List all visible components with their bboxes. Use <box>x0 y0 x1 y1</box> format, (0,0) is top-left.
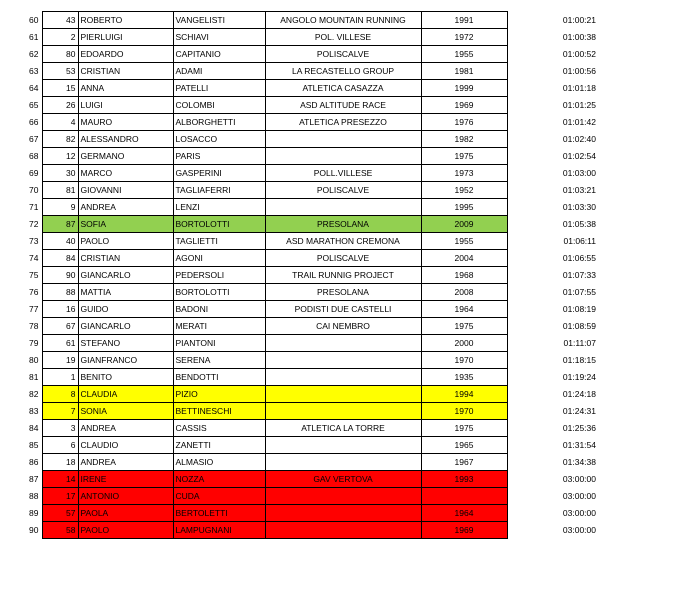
finish-time-cell: 01:07:33 <box>562 270 596 280</box>
bib-number-cell: 90 <box>42 267 78 284</box>
team-cell: PRESOLANA <box>265 216 421 233</box>
bib-number-cell: 19 <box>42 352 78 369</box>
rank-cell: 64 <box>18 80 42 97</box>
bib-number-cell: 9 <box>42 199 78 216</box>
finish-time-cell: 01:18:15 <box>562 355 596 365</box>
rank-cell: 85 <box>18 437 42 454</box>
birth-year-cell: 1970 <box>421 352 507 369</box>
team-cell: POLL.VILLESE <box>265 165 421 182</box>
table-row <box>18 284 642 301</box>
last-name-cell: GASPERINI <box>173 165 265 182</box>
rank-cell: 87 <box>18 471 42 488</box>
rank-cell: 77 <box>18 301 42 318</box>
last-name-cell: PIANTONI <box>173 335 265 352</box>
bib-number-cell: 26 <box>42 97 78 114</box>
first-name-cell: MATTIA <box>78 284 173 301</box>
bib-number-cell: 2 <box>42 29 78 46</box>
bib-number-cell: 87 <box>42 216 78 233</box>
birth-year-cell: 1967 <box>421 454 507 471</box>
team-cell: CAI NEMBRO <box>265 318 421 335</box>
team-cell: POLISCALVE <box>265 250 421 267</box>
team-cell: LA RECASTELLO GROUP <box>265 63 421 80</box>
table-row <box>18 199 642 216</box>
last-name-cell: CASSIS <box>173 420 265 437</box>
team-cell <box>265 403 421 420</box>
finish-time-cell: 01:02:54 <box>562 151 596 161</box>
birth-year-cell: 1969 <box>421 97 507 114</box>
first-name-cell: LUIGI <box>78 97 173 114</box>
bib-number-cell: 8 <box>42 386 78 403</box>
last-name-cell: BENDOTTI <box>173 369 265 386</box>
first-name-cell: GIOVANNI <box>78 182 173 199</box>
table-row <box>18 437 642 454</box>
birth-year-cell: 1981 <box>421 63 507 80</box>
finish-time-cell: 01:01:42 <box>562 117 596 127</box>
first-name-cell: CLAUDIA <box>78 386 173 403</box>
rank-cell: 80 <box>18 352 42 369</box>
bib-number-cell: 43 <box>42 12 78 29</box>
birth-year-cell: 2008 <box>421 284 507 301</box>
table-row <box>18 386 642 403</box>
first-name-cell: SONIA <box>78 403 173 420</box>
finish-time-cell: 01:24:31 <box>562 406 596 416</box>
first-name-cell: ROBERTO <box>78 12 173 29</box>
birth-year-cell: 1972 <box>421 29 507 46</box>
bib-number-cell: 30 <box>42 165 78 182</box>
rank-cell: 74 <box>18 250 42 267</box>
team-cell <box>265 199 421 216</box>
first-name-cell: CRISTIAN <box>78 250 173 267</box>
birth-year-cell: 1973 <box>421 165 507 182</box>
last-name-cell: BORTOLOTTI <box>173 216 265 233</box>
finish-time-cell: 01:03:30 <box>562 202 596 212</box>
last-name-cell: ZANETTI <box>173 437 265 454</box>
team-cell: POLISCALVE <box>265 182 421 199</box>
bib-number-cell: 3 <box>42 420 78 437</box>
rank-cell: 60 <box>18 12 42 29</box>
last-name-cell: BERTOLETTI <box>173 505 265 522</box>
bib-number-cell: 7 <box>42 403 78 420</box>
table-row <box>18 97 642 114</box>
table-row <box>18 63 642 80</box>
rank-cell: 86 <box>18 454 42 471</box>
table-row <box>18 301 642 318</box>
rank-cell: 73 <box>18 233 42 250</box>
bib-number-cell: 18 <box>42 454 78 471</box>
birth-year-cell: 1970 <box>421 403 507 420</box>
last-name-cell: LAMPUGNANI <box>173 522 265 539</box>
rank-cell: 90 <box>18 522 42 539</box>
last-name-cell: BORTOLOTTI <box>173 284 265 301</box>
last-name-cell: PARIS <box>173 148 265 165</box>
finish-time-cell: 01:00:38 <box>562 32 596 42</box>
table-row <box>18 46 642 63</box>
first-name-cell: ANDREA <box>78 199 173 216</box>
birth-year-cell: 1999 <box>421 80 507 97</box>
birth-year-cell: 1975 <box>421 148 507 165</box>
birth-year-cell: 1964 <box>421 505 507 522</box>
team-cell: ANGOLO MOUNTAIN RUNNING <box>265 12 421 29</box>
rank-cell: 79 <box>18 335 42 352</box>
table-row <box>18 352 642 369</box>
bib-number-cell: 81 <box>42 182 78 199</box>
finish-time-cell: 01:03:21 <box>562 185 596 195</box>
finish-time-cell: 01:11:07 <box>563 338 596 348</box>
last-name-cell: CAPITANIO <box>173 46 265 63</box>
rank-cell: 72 <box>18 216 42 233</box>
finish-time-cell: 01:19:24 <box>562 372 596 382</box>
bib-number-cell: 6 <box>42 437 78 454</box>
first-name-cell: STEFANO <box>78 335 173 352</box>
rank-cell: 62 <box>18 46 42 63</box>
table-row <box>18 131 642 148</box>
first-name-cell: SOFIA <box>78 216 173 233</box>
finish-time-cell: 03:00:00 <box>562 525 596 535</box>
team-cell: TRAIL RUNNIG PROJECT <box>265 267 421 284</box>
table-row <box>18 267 642 284</box>
team-cell: POL. VILLESE <box>265 29 421 46</box>
team-cell <box>265 437 421 454</box>
table-row <box>18 12 642 29</box>
first-name-cell: ANTONIO <box>78 488 173 505</box>
rank-cell: 68 <box>18 148 42 165</box>
last-name-cell: NOZZA <box>173 471 265 488</box>
finish-time-cell: 03:00:00 <box>562 508 596 518</box>
rank-cell: 89 <box>18 505 42 522</box>
team-cell <box>265 386 421 403</box>
team-cell <box>265 352 421 369</box>
last-name-cell: BADONI <box>173 301 265 318</box>
table-row <box>18 505 642 522</box>
first-name-cell: PIERLUIGI <box>78 29 173 46</box>
birth-year-cell: 1955 <box>421 46 507 63</box>
last-name-cell: COLOMBI <box>173 97 265 114</box>
bib-number-cell: 12 <box>42 148 78 165</box>
table-row <box>18 29 642 46</box>
first-name-cell: EDOARDO <box>78 46 173 63</box>
birth-year-cell: 1964 <box>421 301 507 318</box>
rank-cell: 66 <box>18 114 42 131</box>
birth-year-cell: 1982 <box>421 131 507 148</box>
birth-year-cell: 2009 <box>421 216 507 233</box>
last-name-cell: PATELLI <box>173 80 265 97</box>
rank-cell: 84 <box>18 420 42 437</box>
team-cell: ATLETICA LA TORRE <box>265 420 421 437</box>
first-name-cell: ANNA <box>78 80 173 97</box>
birth-year-cell: 2004 <box>421 250 507 267</box>
finish-time-cell: 01:24:18 <box>562 389 596 399</box>
finish-time-cell: 01:01:25 <box>562 100 596 110</box>
bib-number-cell: 82 <box>42 131 78 148</box>
rank-cell: 65 <box>18 97 42 114</box>
table-row <box>18 182 642 199</box>
first-name-cell: ANDREA <box>78 454 173 471</box>
birth-year-cell: 2000 <box>421 335 507 352</box>
finish-time-cell: 01:25:36 <box>562 423 596 433</box>
rank-cell: 76 <box>18 284 42 301</box>
bib-number-cell: 14 <box>42 471 78 488</box>
team-cell <box>265 522 421 539</box>
table-row <box>18 335 642 352</box>
table-row <box>18 318 642 335</box>
results-table <box>18 11 642 539</box>
birth-year-cell: 1969 <box>421 522 507 539</box>
first-name-cell: MARCO <box>78 165 173 182</box>
rank-cell: 69 <box>18 165 42 182</box>
birth-year-cell: 1991 <box>421 12 507 29</box>
last-name-cell: AGONI <box>173 250 265 267</box>
first-name-cell: IRENE <box>78 471 173 488</box>
table-row <box>18 471 642 488</box>
finish-time-cell: 01:00:21 <box>562 15 596 25</box>
first-name-cell: GIANFRANCO <box>78 352 173 369</box>
first-name-cell: MAURO <box>78 114 173 131</box>
last-name-cell: ALMASIO <box>173 454 265 471</box>
bib-number-cell: 17 <box>42 488 78 505</box>
finish-time-cell: 03:00:00 <box>562 474 596 484</box>
bib-number-cell: 61 <box>42 335 78 352</box>
team-cell <box>265 335 421 352</box>
last-name-cell: TAGLIETTI <box>173 233 265 250</box>
table-row <box>18 522 642 539</box>
rank-cell: 63 <box>18 63 42 80</box>
bib-number-cell: 16 <box>42 301 78 318</box>
table-row <box>18 250 642 267</box>
team-cell <box>265 148 421 165</box>
bib-number-cell: 4 <box>42 114 78 131</box>
finish-time-cell: 01:34:38 <box>562 457 596 467</box>
team-cell: POLISCALVE <box>265 46 421 63</box>
bib-number-cell: 1 <box>42 369 78 386</box>
first-name-cell: PAOLA <box>78 505 173 522</box>
team-cell <box>265 505 421 522</box>
finish-time-cell: 01:31:54 <box>562 440 596 450</box>
finish-time-cell: 01:08:59 <box>562 321 596 331</box>
last-name-cell: LOSACCO <box>173 131 265 148</box>
birth-year-cell <box>421 488 507 505</box>
team-cell <box>265 454 421 471</box>
table-row <box>18 488 642 505</box>
first-name-cell: CRISTIAN <box>78 63 173 80</box>
bib-number-cell: 57 <box>42 505 78 522</box>
last-name-cell: BETTINESCHI <box>173 403 265 420</box>
team-cell: GAV VERTOVA <box>265 471 421 488</box>
rank-cell: 88 <box>18 488 42 505</box>
finish-time-cell: 01:00:56 <box>562 66 596 76</box>
finish-time-cell: 01:03:00 <box>562 168 596 178</box>
team-cell: PRESOLANA <box>265 284 421 301</box>
first-name-cell: BENITO <box>78 369 173 386</box>
birth-year-cell: 1955 <box>421 233 507 250</box>
team-cell: ATLETICA CASAZZA <box>265 80 421 97</box>
table-row <box>18 454 642 471</box>
table-row <box>18 165 642 182</box>
team-cell <box>265 369 421 386</box>
last-name-cell: TAGLIAFERRI <box>173 182 265 199</box>
bib-number-cell: 80 <box>42 46 78 63</box>
team-cell: PODISTI DUE CASTELLI <box>265 301 421 318</box>
bib-number-cell: 88 <box>42 284 78 301</box>
team-cell: ASD ALTITUDE RACE <box>265 97 421 114</box>
finish-time-cell: 01:00:52 <box>562 49 596 59</box>
bib-number-cell: 84 <box>42 250 78 267</box>
first-name-cell: PAOLO <box>78 233 173 250</box>
last-name-cell: SERENA <box>173 352 265 369</box>
team-cell: ASD MARATHON CREMONA <box>265 233 421 250</box>
birth-year-cell: 1935 <box>421 369 507 386</box>
rank-cell: 78 <box>18 318 42 335</box>
first-name-cell: ALESSANDRO <box>78 131 173 148</box>
last-name-cell: ADAMI <box>173 63 265 80</box>
results-table-body <box>18 12 642 539</box>
bib-number-cell: 58 <box>42 522 78 539</box>
birth-year-cell: 1975 <box>421 420 507 437</box>
last-name-cell: SCHIAVI <box>173 29 265 46</box>
team-cell <box>265 131 421 148</box>
first-name-cell: PAOLO <box>78 522 173 539</box>
rank-cell: 75 <box>18 267 42 284</box>
bib-number-cell: 15 <box>42 80 78 97</box>
birth-year-cell: 1976 <box>421 114 507 131</box>
rank-cell: 83 <box>18 403 42 420</box>
table-row <box>18 114 642 131</box>
first-name-cell: GIANCARLO <box>78 318 173 335</box>
last-name-cell: ALBORGHETTI <box>173 114 265 131</box>
table-row <box>18 148 642 165</box>
finish-time-cell: 01:06:11 <box>563 236 596 246</box>
table-row <box>18 80 642 97</box>
table-row <box>18 403 642 420</box>
last-name-cell: CUDA <box>173 488 265 505</box>
finish-time-cell: 01:06:55 <box>562 253 596 263</box>
finish-time-cell: 01:05:38 <box>562 219 596 229</box>
rank-cell: 71 <box>18 199 42 216</box>
birth-year-cell: 1993 <box>421 471 507 488</box>
table-row <box>18 233 642 250</box>
finish-time-cell: 01:07:55 <box>562 287 596 297</box>
table-row <box>18 420 642 437</box>
first-name-cell: GIANCARLO <box>78 267 173 284</box>
first-name-cell: CLAUDIO <box>78 437 173 454</box>
last-name-cell: PIZIO <box>173 386 265 403</box>
rank-cell: 81 <box>18 369 42 386</box>
birth-year-cell: 1952 <box>421 182 507 199</box>
table-row <box>18 369 642 386</box>
table-row <box>18 216 642 233</box>
last-name-cell: PEDERSOLI <box>173 267 265 284</box>
team-cell <box>265 488 421 505</box>
last-name-cell: LENZI <box>173 199 265 216</box>
last-name-cell: VANGELISTI <box>173 12 265 29</box>
rank-cell: 67 <box>18 131 42 148</box>
team-cell: ATLETICA PRESEZZO <box>265 114 421 131</box>
rank-cell: 61 <box>18 29 42 46</box>
birth-year-cell: 1965 <box>421 437 507 454</box>
first-name-cell: GUIDO <box>78 301 173 318</box>
first-name-cell: ANDREA <box>78 420 173 437</box>
birth-year-cell: 1994 <box>421 386 507 403</box>
last-name-cell: MERATI <box>173 318 265 335</box>
bib-number-cell: 40 <box>42 233 78 250</box>
finish-time-cell: 03:00:00 <box>562 491 596 501</box>
birth-year-cell: 1968 <box>421 267 507 284</box>
finish-time-cell: 01:01:18 <box>562 83 596 93</box>
finish-time-cell: 01:08:19 <box>562 304 596 314</box>
first-name-cell: GERMANO <box>78 148 173 165</box>
rank-cell: 70 <box>18 182 42 199</box>
birth-year-cell: 1995 <box>421 199 507 216</box>
birth-year-cell: 1975 <box>421 318 507 335</box>
bib-number-cell: 67 <box>42 318 78 335</box>
finish-time-cell: 01:02:40 <box>562 134 596 144</box>
rank-cell: 82 <box>18 386 42 403</box>
bib-number-cell: 53 <box>42 63 78 80</box>
